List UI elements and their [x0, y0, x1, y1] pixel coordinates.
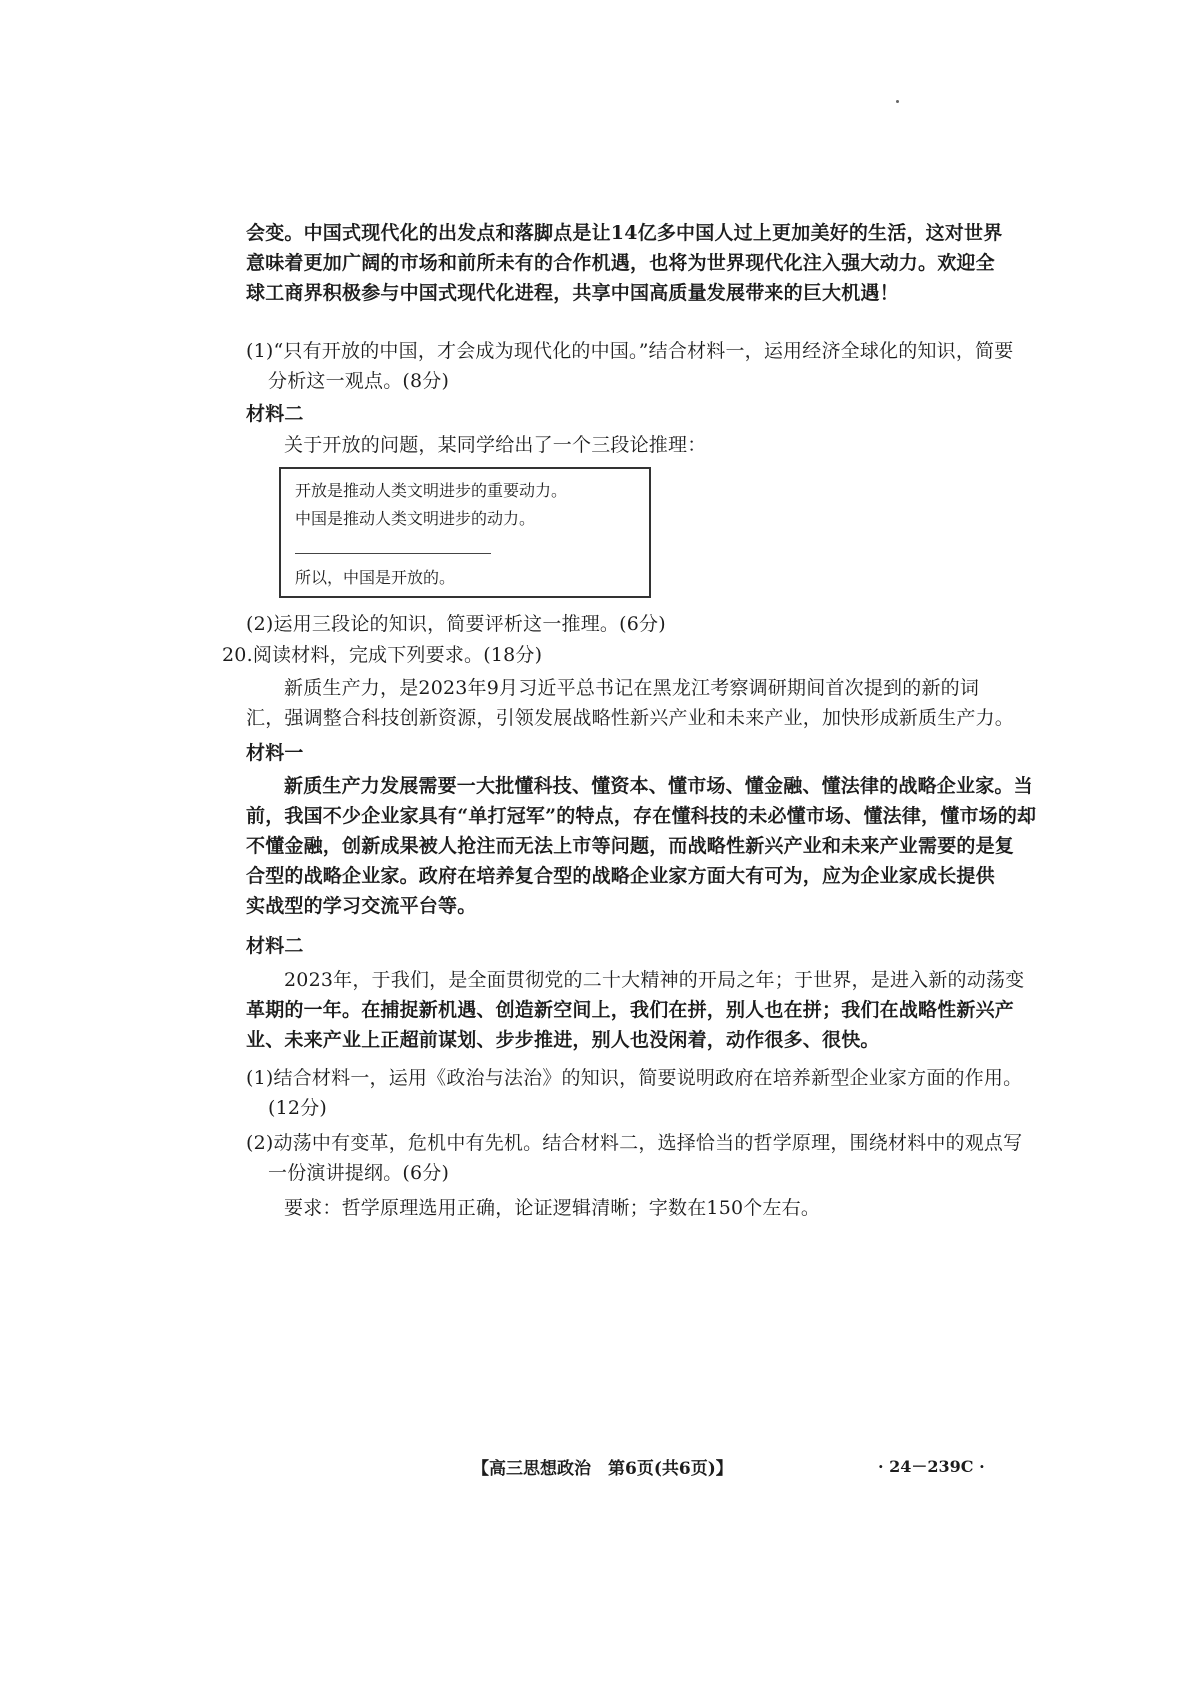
- text-line: 新质生产力发展需要一大批懂科技、懂资本、懂市场、懂金融、懂法律的战略企业家。当: [284, 775, 1033, 797]
- text-line: 合型的战略企业家。政府在培养复合型的战略企业家方面大有可为，应为企业家成长提供: [246, 865, 995, 887]
- text-line: 前，我国不少企业家具有“单打冠军”的特点，存在懂科技的未必懂市场、懂法律，懂市场的却: [246, 805, 1037, 827]
- question-19-1: [246, 336, 1014, 396]
- text-line: 汇，强调整合科技创新资源，引领发展战略性新兴产业和未来产业，加快形成新质生产力。: [246, 707, 1015, 729]
- text-line: (2)动荡中有变革，危机中有先机。结合材料二，选择恰当的哲学原理，围绕材料中的观点写: [246, 1132, 1023, 1154]
- text-line: (2)运用三段论的知识，简要评析这一推理。(6分): [246, 613, 666, 635]
- text-line: 关于开放的问题，某同学给出了一个三段论推理：: [284, 434, 707, 456]
- text-line: (1)结合材料一，运用《政治与法治》的知识，简要说明政府在培养新型企业家方面的作用。: [246, 1067, 1023, 1089]
- text-line: 要求：哲学原理选用正确，论证逻辑清晰；字数在150个左右。: [284, 1197, 821, 1219]
- text-line: 一份演讲提纲。(6分): [268, 1162, 450, 1184]
- text-line: 革期的一年。在捕捉新机遇、创造新空间上，我们在拼，别人也在拼；我们在战略性新兴产: [246, 999, 1015, 1021]
- text-line: 业、未来产业上正超前谋划、步步推进，别人也没闲着，动作很多、很快。: [246, 1029, 880, 1051]
- text-line: 不懂金融，创新成果被人抢注而无法上市等问题，而战略性新兴产业和未来产业需要的是复: [246, 835, 1015, 857]
- question-19-2: [246, 609, 991, 639]
- text-line: 会变。中国式现代化的出发点和落脚点是让14亿多中国人过上更加美好的生活，这对世界: [246, 222, 1003, 244]
- syllogism-box: [279, 467, 651, 598]
- text-line: 分析这一观点。(8分): [268, 370, 450, 392]
- page-footer-label: 【高三思想政治 第6页(共6页)】: [472, 1459, 733, 1479]
- page-footer-code: · 24－239C ·: [878, 1457, 985, 1476]
- q20-material2: [246, 965, 1025, 1055]
- question-20-1: [246, 1063, 1023, 1123]
- q20-material1: [246, 771, 1037, 921]
- question-20-intro: [246, 673, 1015, 733]
- question-20-requirement: [246, 1193, 991, 1223]
- text-line: (1)“只有开放的中国，才会成为现代化的中国。”结合材料一，运用经济全球化的知识，简要: [246, 340, 1014, 362]
- q20-material1-heading: [246, 738, 991, 768]
- scan-speck: [896, 100, 899, 103]
- question-20-2: [246, 1128, 1023, 1188]
- minor-premise: 中国是推动人类文明进步的动力。: [295, 509, 536, 528]
- question-20-title: [222, 640, 967, 670]
- section-heading: 材料一: [246, 742, 304, 764]
- section-heading: 材料二: [246, 403, 304, 425]
- text-line: 意味着更加广阔的市场和前所未有的合作机遇，也将为世界现代化注入强大动力。欢迎全: [246, 252, 995, 274]
- major-premise: 开放是推动人类文明进步的重要动力。: [295, 481, 568, 500]
- text-line: 2023年，于我们，是全面贯彻党的二十大精神的开局之年；于世界，是进入新的动荡变: [284, 969, 1025, 991]
- material2-heading: [246, 399, 991, 429]
- q20-material2-heading: [246, 931, 991, 961]
- text-line: 球工商界积极参与中国式现代化进程，共享中国高质量发展带来的巨大机遇！: [246, 282, 899, 304]
- text-line: (12分): [268, 1097, 328, 1119]
- question-title: 20.阅读材料，完成下列要求。(18分): [222, 644, 543, 666]
- material2-intro: [246, 430, 991, 460]
- section-heading: 材料二: [246, 935, 304, 957]
- material1-continuation: [246, 218, 1003, 308]
- text-line: 新质生产力，是2023年9月习近平总书记在黑龙江考察调研期间首次提到的新的词: [284, 677, 980, 699]
- blank-line: [295, 539, 491, 554]
- text-line: 实战型的学习交流平台等。: [246, 895, 477, 917]
- conclusion: 所以，中国是开放的。: [295, 568, 456, 587]
